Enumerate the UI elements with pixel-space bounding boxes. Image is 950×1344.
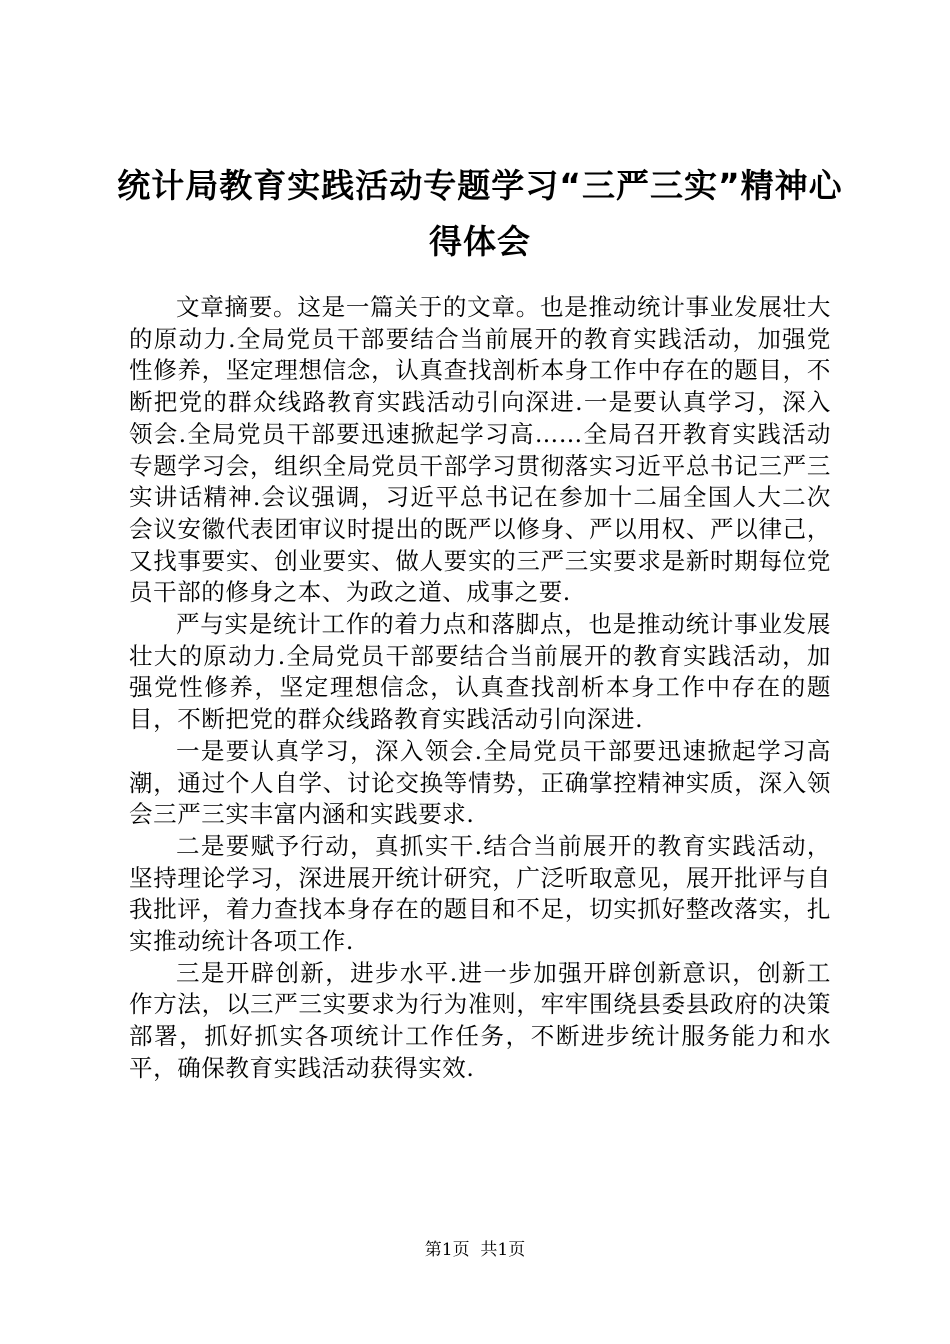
paragraph-point-two: 二是要赋予行动，真抓实干.结合当前展开的教育实践活动，坚持理论学习，深进展开统计研究，广泛听取意见，展开批评与自我批评，着力查找本身存在的题目和不足，切实抓好整改落实，扎实推动统计各项工作. (129, 831, 831, 956)
paragraph-point-three: 三是开辟创新，进步水平.进一步加强开辟创新意识，创新工作方法，以三严三实要求为行为准则，牢牢围绕县委县政府的决策部署，抓好抓实各项统计工作任务，不断进步统计服务能力和水平，确保教育实践活动获得实效. (129, 958, 831, 1082)
page-footer (0, 1238, 950, 1262)
document-title: 统计局教育实践活动专题学习“三严三实”精神心得体会 (117, 166, 843, 261)
paragraph-intro: 严与实是统计工作的着力点和落脚点，也是推动统计事业发展壮大的原动力.全局党员干部要结合当前展开的教育实践活动，加强党性修养，坚定理想信念，认真查找剖析本身工作中存在的题目，不断把党的群众线路教育实践活动引向深进. (129, 610, 831, 734)
document-body (129, 292, 831, 1085)
page-number: 第1页 共1页 (424, 1240, 526, 1260)
paragraph-abstract: 文章摘要。这是一篇关于的文章。也是推动统计事业发展壮大的原动力.全局党员干部要结合当前展开的教育实践活动，加强党性修养，坚定理想信念，认真查找剖析本身工作中存在的题目，不断把党的群众线路教育实践活动引向深进.一是要认真学习，深入领会.全局党员干部要迅速掀起学习高……全局召开教育实践活动专题学习会，组织全局党员干部学习贯彻落实习近平总书记三严三实讲话精神.会议强调，习近平总书记在参加十二届全国人大二次会议安徽代表团审议时提出的既严以修身、严以用权、严以律己，又找事要实、创业要实、做人要实的三严三实要求是新时期每位党员干部的修身之本、为政之道、成事之要. (129, 293, 831, 607)
paragraph-point-one: 一是要认真学习，深入领会.全局党员干部要迅速掀起学习高潮，通过个人自学、讨论交换等情势，正确掌控精神实质，深入领会三严三实丰富内涵和实践要求. (129, 736, 831, 829)
